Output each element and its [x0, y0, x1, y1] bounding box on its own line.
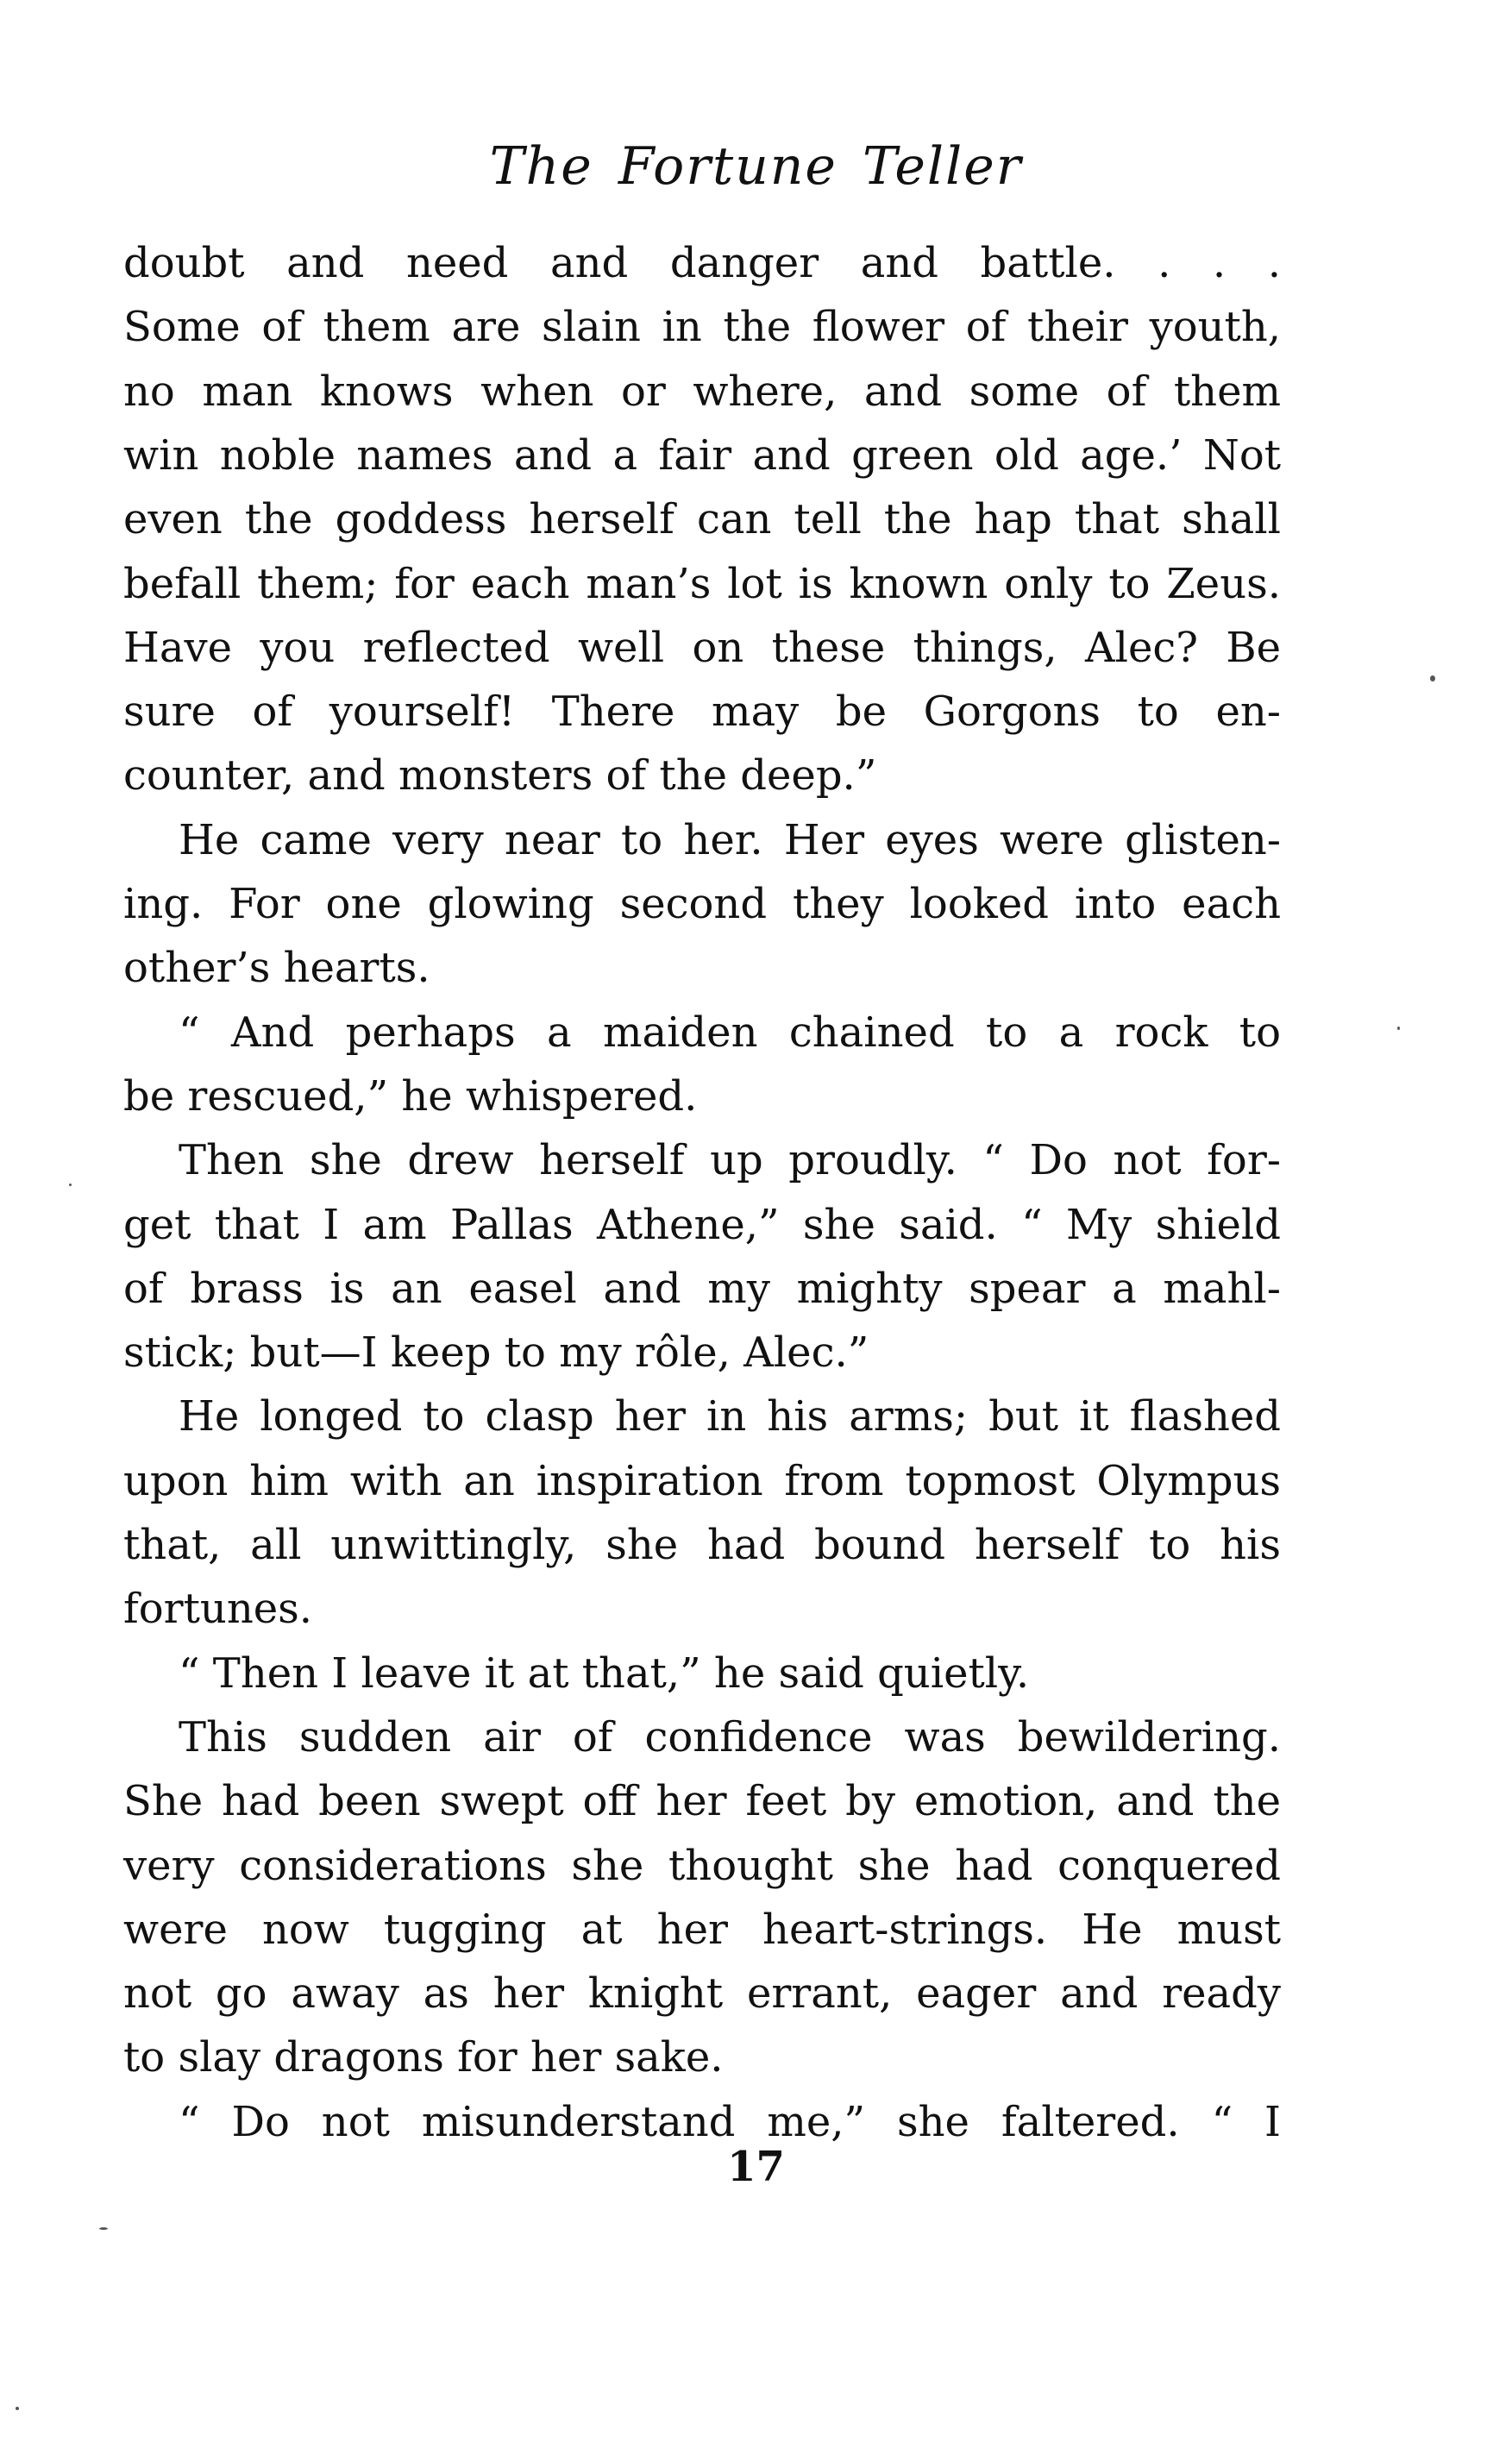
page-number: 17: [727, 2143, 785, 2191]
text-line: win noble names and a fair and green old age.’ Not: [123, 431, 1281, 480]
text-line: no man knows when or where, and some of them: [123, 367, 1281, 416]
text-line: were now tugging at her heart-strings. He must: [123, 1906, 1281, 1954]
text-line: that, all unwittingly, she had bound herself to his: [123, 1521, 1281, 1569]
text-line: be rescued,” he whispered.: [123, 1072, 698, 1121]
text-line: “ And perhaps a maiden chained to a rock to: [179, 1008, 1281, 1057]
text-line: She had been swept off her feet by emotion, and the: [123, 1777, 1281, 1825]
text-line: “ Do not misunderstand me,” she faltered. “ I: [179, 2098, 1281, 2146]
text-line: doubt and need and danger and battle. . . .: [123, 239, 1281, 287]
text-line: even the goddess herself can tell the hap that shall: [123, 495, 1281, 543]
text-line: not go away as her knight errant, eager and ready: [123, 1969, 1281, 2018]
text-line: “ Then I leave it at that,” he said quietly.: [179, 1649, 1030, 1698]
text-line: sure of yourself! There may be Gorgons to en-: [123, 688, 1281, 736]
text-line: Then she drew herself up proudly. “ Do not for-: [179, 1136, 1281, 1184]
text-line: fortunes.: [123, 1585, 313, 1633]
scan-speck: [16, 2407, 19, 2410]
text-line: counter, and monsters of the deep.”: [123, 751, 877, 800]
text-line: Have you reflected well on these things, Alec? Be: [123, 624, 1281, 672]
text-line: He came very near to her. Her eyes were glisten-: [179, 816, 1281, 864]
text-line: of brass is an easel and my mighty spear a mahl-: [123, 1265, 1281, 1313]
text-line: very considerations she thought she had conquered: [123, 1842, 1281, 1890]
scan-speck: [69, 1184, 72, 1186]
text-line: Some of them are slain in the flower of their youth,: [123, 303, 1281, 351]
text-line: stick; but—I keep to my rôle, Alec.”: [123, 1328, 869, 1377]
scan-speck: [99, 2227, 108, 2230]
running-head: The Fortune Teller: [489, 136, 1023, 197]
text-line: He longed to clasp her in his arms; but it flashed: [179, 1392, 1281, 1441]
text-line: to slay dragons for her sake.: [123, 2033, 724, 2082]
scan-speck: [1397, 1027, 1400, 1030]
scan-speck: [1430, 675, 1435, 681]
text-line: befall them; for each man’s lot is known only to Zeus.: [123, 560, 1281, 608]
text-line: This sudden air of confidence was bewildering.: [179, 1713, 1281, 1761]
text-line: get that I am Pallas Athene,” she said. “ My shield: [123, 1201, 1281, 1249]
text-line: upon him with an inspiration from topmost Olympus: [123, 1457, 1281, 1505]
text-line: ing. For one glowing second they looked into each: [123, 880, 1281, 928]
text-line: other’s hearts.: [123, 944, 430, 992]
